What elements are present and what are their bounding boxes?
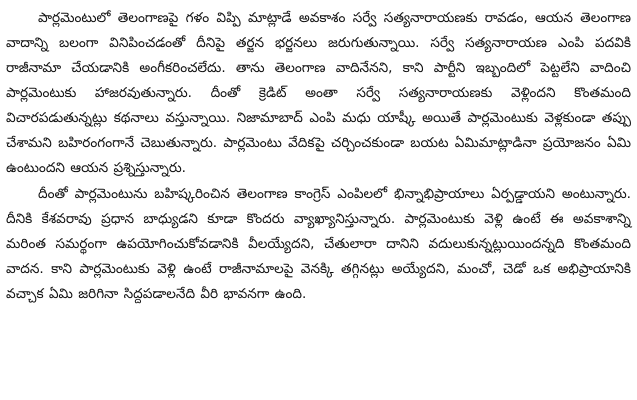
paragraph-1: పార్లమెంటులో తెలంగాణపై గళం విప్పి మాట్లాడే అవకాశం సర్వే సత్యనారాయణకు రావడం, ఆయన తెలంగాణ వాదాన్ని బలంగా వినిపించడంతో దీనిపై తర్జన భర్జనలు జరుగుతున్నాయి. సర్వే సత్యనారాయణ ఎంపి పదవికి రాజీనామా చేయడానికి అంగీకరించలేదు. తాను తెలంగాణ వాదినేనని, కాని పార్టీని ఇబ్బందిలో పెట్టలేని వాదించి పార్లమెంటుకు హాజరవుతున్నారు. దీంతో క్రెడిట్ అంతా సర్వే సత్యనారాయణకు వెళ్లిందని కొంతమంది విచారపడుతున్నట్లు కథనాలు వస్తున్నాయి. నిజామాబాద్ ఎంపి మధు యాష్కీ అయితే పార్లమెంటుకు వెళ్లకుండా తప్పు చేశామని బహిరంగంగానే చెబుతున్నారు. పార్లమెంటు వేదికపై చర్చించకుండా బయట ఏమిమాట్లాడినా ప్రయోజనం ఏమి ఉంటుందని ఆయన ప్రశ్నిస్తున్నారు. (6, 10, 631, 176)
article-body (6, 6, 631, 307)
paragraph-2: దీంతో పార్లమెంటును బహిష్కరించిన తెలంగాణ కాంగ్రెస్ ఎంపిలలో భిన్నాభిప్రాయాలు ఏర్పడ్డాయని అంటున్నారు. దీనికి కేశవరావు ప్రధాన బాధ్యుడని కూడా కొందరు వ్యాఖ్యానిస్తున్నారు. పార్లమెంటుకు వెళ్లి ఉంటే ఈ అవకాశాన్ని మరింత సమర్థంగా ఉపయోగించుకోవడానికి వీలయ్యేదని, చేతులారా దానిని వదులుకున్నట్లుయిందన్నది కొంతమంది వాదన. కాని పార్లమెంటుకు వెళ్లి ఉంటే రాజీనామాలపై వెనక్కి తగ్గినట్లు అయ్యేదని, మంచో, చెడో ఒక అభిప్రాయానికి వచ్చాక ఏమి జరిగినా సిద్దపడాలనేది వీరి భావనగా ఉంది. (6, 186, 631, 302)
